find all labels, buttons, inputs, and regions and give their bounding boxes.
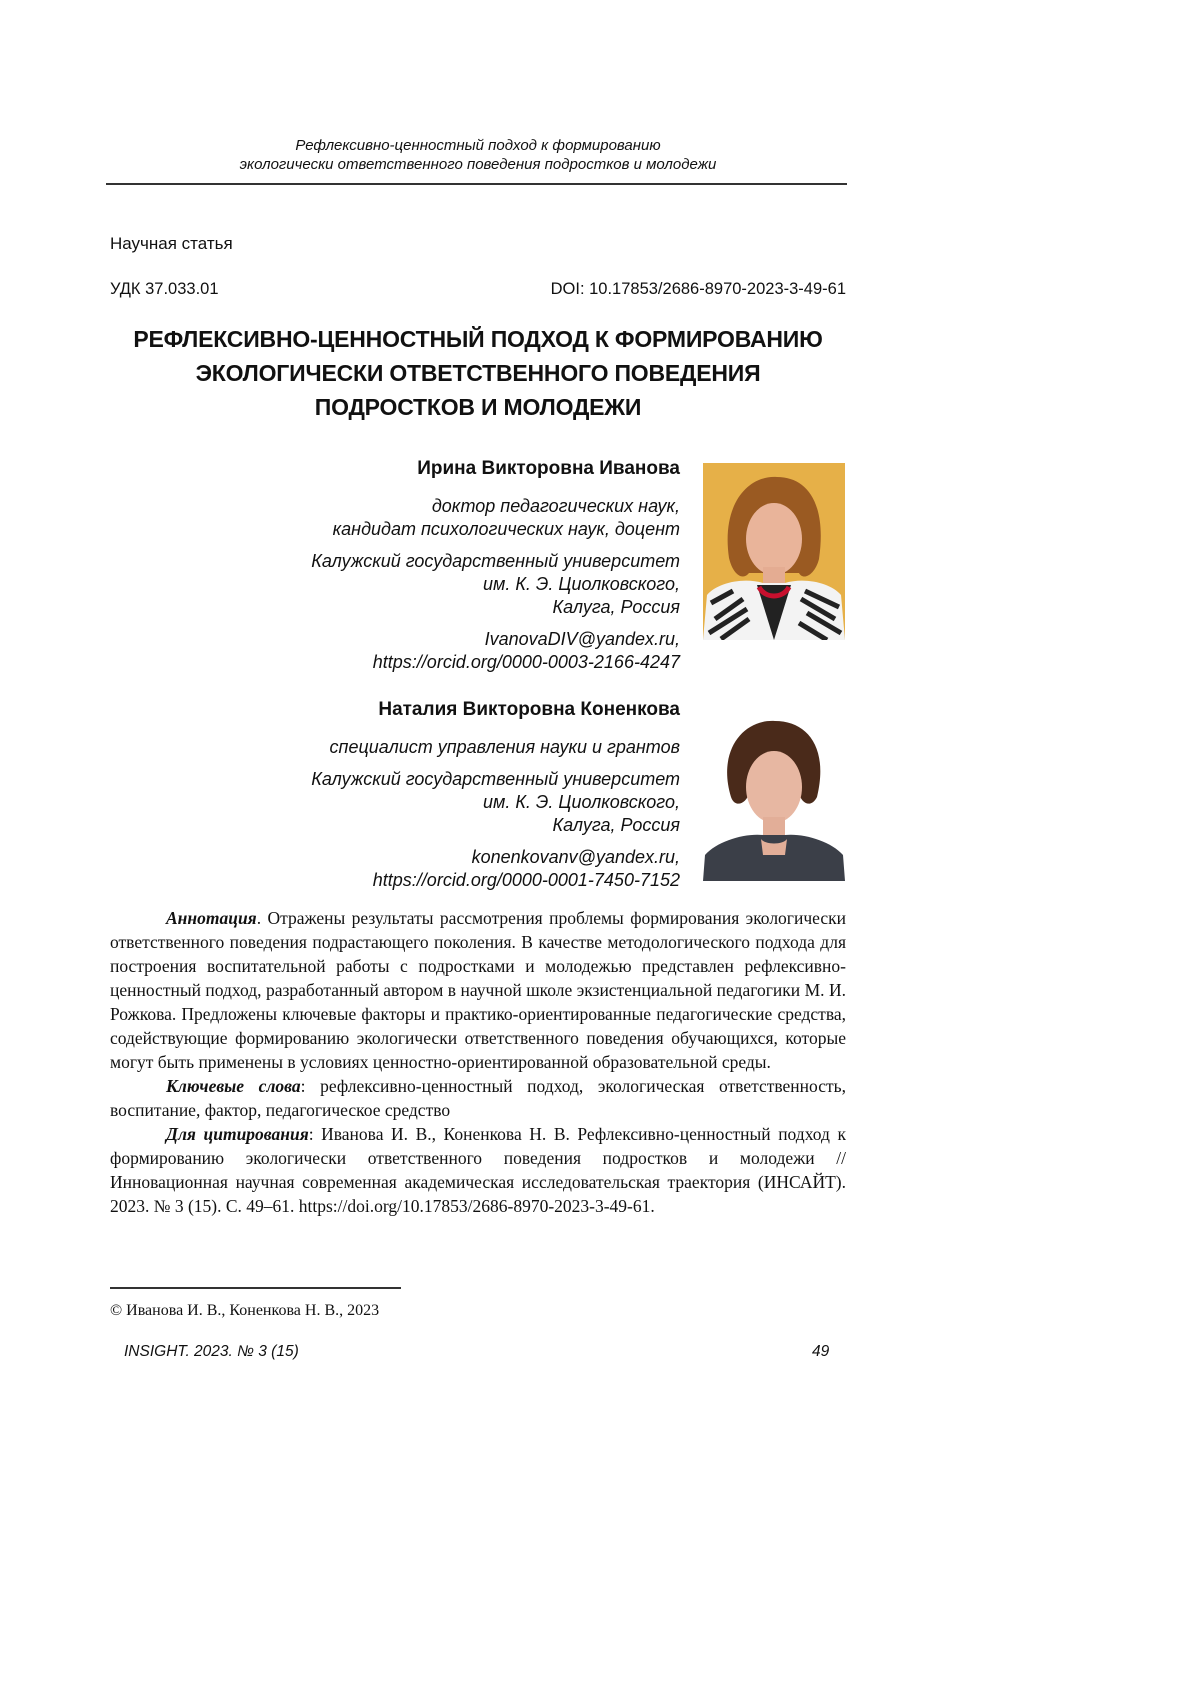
title-line-3: ПОДРОСТКОВ И МОЛОДЕЖИ [108, 390, 848, 424]
abstract-paragraph [110, 906, 846, 1074]
citation-paragraph [110, 1122, 846, 1218]
author-affiliation: им. К. Э. Циолковского, [311, 573, 680, 596]
header-rule [106, 183, 847, 185]
author-affiliation: Калуга, Россия [311, 596, 680, 619]
running-header-line-2: экологически ответственного поведения подростков и молодежи [108, 155, 848, 174]
author-affiliation: Калужский государственный университет [311, 768, 680, 791]
author-affiliation: им. К. Э. Циолковского, [311, 791, 680, 814]
page-number: 49 [812, 1343, 829, 1361]
author-email[interactable]: konenkovanv@yandex.ru, [311, 846, 680, 869]
title-line-1: РЕФЛЕКСИВНО-ЦЕННОСТНЫЙ ПОДХОД К ФОРМИРОВАНИЮ [108, 322, 848, 356]
footnote-rule [110, 1287, 401, 1289]
abstract-text: . Отражены результаты рассмотрения проблемы формирования экологически ответственного поведения подрастающего поколения. В качестве методологического подхода для построения воспитательной работы с подростками и молодежью представлен рефлексивно-ценностный подход, разработанный автором в научной школе экзистенциальной педагогики М. И. Рожкова. Предложены ключевые факторы и практико-ориентированные педагогические средства, содействующие формированию экологически ответственного поведения обучающихся, которые могут быть применены в условиях ценностно-ориентированной образовательной среды. [110, 908, 846, 1072]
portrait-image [703, 463, 845, 640]
author-block-2 [311, 698, 680, 892]
author-degree: кандидат психологических наук, доцент [311, 518, 680, 541]
author-name: Ирина Викторовна Иванова [311, 457, 680, 481]
portrait-image [703, 705, 845, 881]
author-orcid[interactable]: https://orcid.org/0000-0003-2166-4247 [311, 651, 680, 674]
article-type: Научная статья [110, 234, 233, 254]
keywords-paragraph [110, 1074, 846, 1122]
author-photo-1 [703, 463, 845, 640]
article-title [108, 322, 848, 424]
author-name: Наталия Викторовна Коненкова [311, 698, 680, 722]
footer-journal: INSIGHT. 2023. № 3 (15) [124, 1343, 299, 1361]
author-email[interactable]: IvanovaDIV@yandex.ru, [311, 628, 680, 651]
keywords-label: Ключевые слова [166, 1076, 301, 1096]
author-degree: доктор педагогических наук, [311, 495, 680, 518]
doi[interactable]: DOI: 10.17853/2686-8970-2023-3-49-61 [551, 280, 846, 299]
abstract-section [110, 906, 846, 1218]
running-header-line-1: Рефлексивно-ценностный подход к формированию [108, 136, 848, 155]
author-orcid[interactable]: https://orcid.org/0000-0001-7450-7152 [311, 869, 680, 892]
author-position: специалист управления науки и грантов [311, 736, 680, 759]
author-affiliation: Калужский государственный университет [311, 550, 680, 573]
author-photo-2 [703, 705, 845, 881]
copyright: © Иванова И. В., Коненкова Н. В., 2023 [110, 1302, 379, 1320]
udc-code: УДК 37.033.01 [110, 280, 219, 299]
author-affiliation: Калуга, Россия [311, 814, 680, 837]
abstract-label: Аннотация [166, 908, 257, 928]
title-line-2: ЭКОЛОГИЧЕСКИ ОТВЕТСТВЕННОГО ПОВЕДЕНИЯ [108, 356, 848, 390]
citation-label: Для цитирования [166, 1124, 309, 1144]
keywords-text: : рефлексивно-ценностный подход, экологическая ответственность, воспитание, фактор, педагогическое средство [110, 1076, 846, 1120]
author-block-1 [311, 457, 680, 674]
running-header [108, 136, 848, 174]
citation-text: : Иванова И. В., Коненкова Н. В. Рефлексивно-ценностный подход к формированию экологически ответственного поведения подростков и молодежи // Инновационная научная современная академическая исследовательская траектория (ИНСАЙТ). 2023. № 3 (15). С. 49–61. https://doi.org/10.17853/2686-8970-2023-3-49-61. [110, 1124, 846, 1216]
